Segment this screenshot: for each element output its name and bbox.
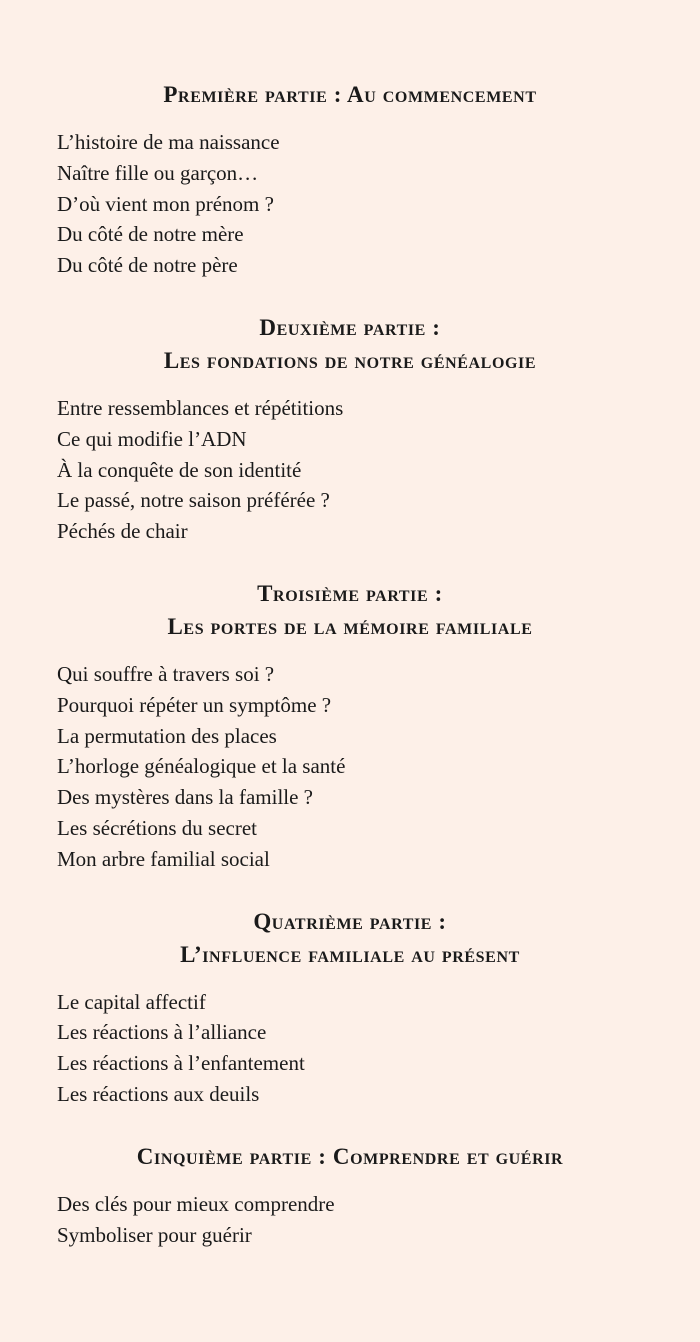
part-title — [0, 311, 700, 377]
chapter-item: Les réactions aux deuils — [57, 1081, 260, 1106]
chapter-item: Symboliser pour guérir — [57, 1222, 252, 1247]
chapter-item: Entre ressemblances et répétitions — [57, 395, 344, 420]
part-5 — [0, 1140, 700, 1251]
chapter-item: Le passé, notre saison préférée ? — [57, 488, 330, 513]
chapter-item: Péchés de chair — [57, 519, 188, 544]
chapter-item: Mon arbre familial social — [57, 846, 270, 871]
chapter-item: Des mystères dans la famille ? — [57, 785, 313, 810]
part-title-line: Les fondations de notre généalogie — [163, 347, 537, 373]
chapter-item: Qui souffre à travers soi ? — [57, 661, 275, 686]
chapter-list — [0, 1189, 700, 1251]
chapter-item: Les réactions à l’alliance — [57, 1020, 267, 1045]
part-title-line: Quatrième partie : — [253, 908, 447, 934]
part-title — [0, 1140, 700, 1173]
chapter-item: Naître fille ou garçon… — [57, 160, 259, 185]
part-title-line: Troisième partie : — [257, 580, 443, 606]
part-title-line: Cinquième partie : Comprendre et guérir — [136, 1143, 564, 1169]
part-3 — [0, 577, 700, 875]
chapter-item: L’horloge généalogique et la santé — [57, 754, 346, 779]
part-2 — [0, 311, 700, 547]
chapter-item: D’où vient mon prénom ? — [57, 191, 274, 216]
chapter-list — [0, 987, 700, 1110]
part-title — [0, 78, 700, 111]
chapter-list — [0, 127, 700, 281]
chapter-item: Du côté de notre père — [57, 253, 238, 278]
chapter-item: À la conquête de son identité — [57, 457, 302, 482]
chapter-item: Les réactions à l’enfantement — [57, 1051, 305, 1076]
chapter-item: Les sécrétions du secret — [57, 815, 258, 840]
part-4 — [0, 905, 700, 1110]
chapter-item: La permutation des places — [57, 723, 277, 748]
chapter-item: Le capital affectif — [57, 989, 206, 1014]
chapter-item: Ce qui modifie l’ADN — [57, 426, 247, 451]
part-1 — [0, 78, 700, 281]
part-title-line: Les portes de la mémoire familiale — [167, 613, 533, 639]
chapter-item: L’histoire de ma naissance — [57, 130, 280, 154]
part-title — [0, 905, 700, 971]
part-title — [0, 577, 700, 643]
part-title-line: L’influence familiale au présent — [180, 941, 520, 967]
chapter-item: Du côté de notre mère — [57, 222, 244, 247]
part-title-line: Deuxième partie : — [259, 314, 441, 340]
chapter-item: Des clés pour mieux comprendre — [57, 1191, 335, 1216]
chapter-item: Pourquoi répéter un symptôme ? — [57, 692, 332, 717]
chapter-list — [0, 659, 700, 875]
part-title-line: Première partie : Au commencement — [163, 82, 537, 107]
chapter-list — [0, 393, 700, 547]
